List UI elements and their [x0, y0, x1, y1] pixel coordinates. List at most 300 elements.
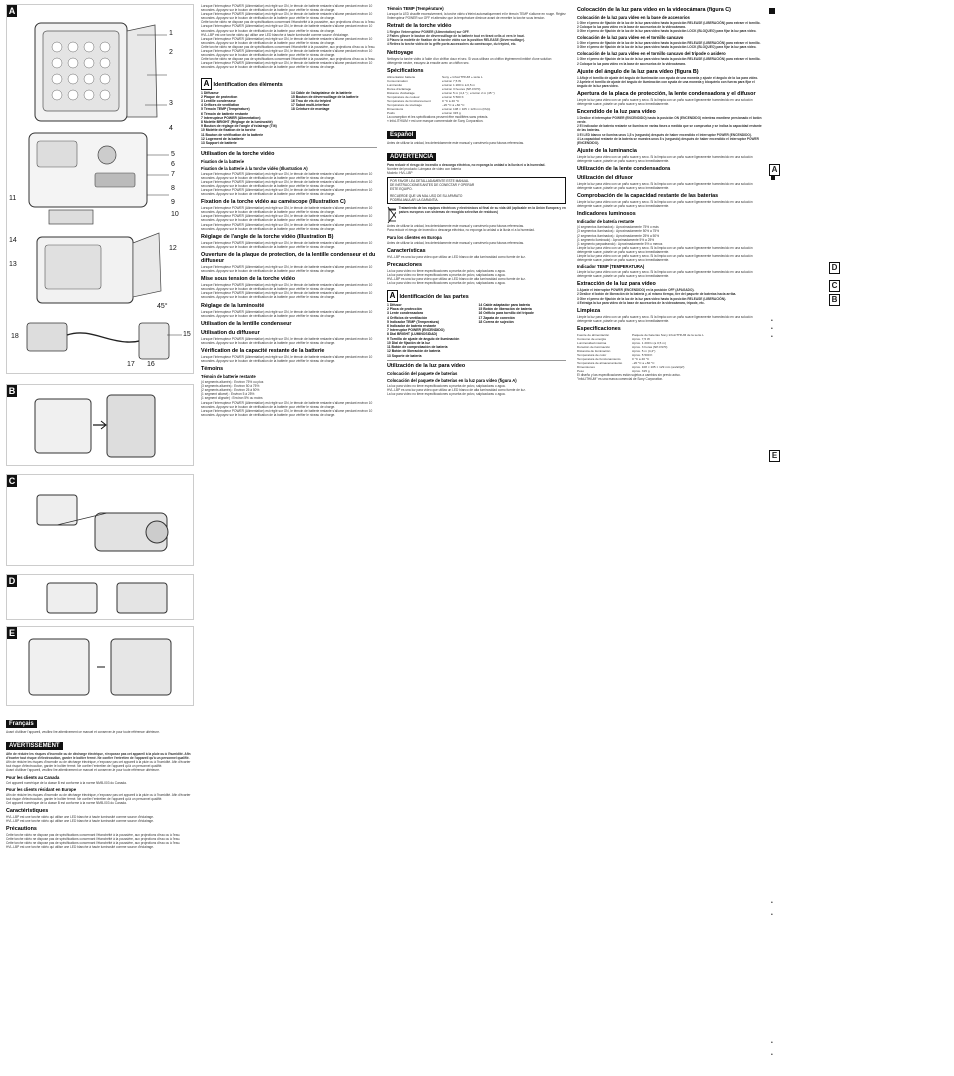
illustration-column	[0, 0, 196, 1076]
panel-letter-d: D	[8, 576, 16, 586]
es-spec-note: El diseño y las especificaciones están sujetos a cambios sin previo aviso.	[577, 372, 681, 377]
es-part: 18 Correa de sujeción	[478, 319, 514, 324]
fr-part: 14 Câble de l'adaptateur de la batterie	[291, 90, 352, 95]
fr-spec-table	[387, 75, 566, 115]
section-avertissement: AVERTISSEMENT	[6, 742, 63, 750]
es-prec-text-3: HVL-LBP es una luz para vídeo que utiliza un LED blanco de alta luminosidad como fuente de luz.	[387, 276, 526, 281]
es-angle-step: 2 Apriete el tornillo de ajuste del ángulo de iluminación con ayuda de una moneda y bloquéelo con fuerza para fijar el ángulo de la luz para vídeo.	[577, 79, 755, 88]
es-advert-text: Para reducir el riesgo de incendio o descarga eléctrica, no exponga la unidad a la lluvia ni a la humedad.	[387, 163, 546, 168]
spec-key: Dimensions	[387, 106, 404, 111]
spec-key: Peso	[577, 368, 585, 373]
es-batt-level: (1 segmento iluminado) : Aproximadamente 5% a 25%	[577, 237, 655, 242]
es-difusor-body: Limpie la luz para vídeo con un paño suave y seco. Si la limpia con un paño suave ligeramente humedecido en una solución detergente suave, pásele un paño suave y seco inmediatamente.	[577, 181, 753, 191]
warn-line: ESTE EQUIPO.	[390, 187, 413, 192]
es-part: 4 Orificios de ventilación	[387, 315, 428, 320]
fr-angle-title: Réglage de l'angle de la torche vidéo (Illustration B)	[201, 233, 334, 240]
callout-4: 4	[169, 125, 173, 132]
es-tripode-step: 2 Coloque la luz para vídeo en la base de accesorios de la videocámara.	[577, 61, 686, 66]
panel-ref-a: A	[201, 78, 212, 90]
fr-canada-title: Pour les clients au Canada	[6, 774, 60, 780]
callout-14: 14	[9, 237, 17, 244]
es-part: 7 Interruptor POWER (ENCENDIDO)	[387, 328, 445, 333]
spec-key: Luminosidad máxima	[577, 340, 607, 345]
es-part: 12 Botón de liberación de batería	[387, 349, 441, 354]
spec-value: 0 °C à 40 °C	[442, 98, 460, 103]
wheelie-bin-icon	[387, 206, 396, 224]
es-model: Modelo: HVL-LBP	[387, 171, 413, 176]
es-lum-title: Ajuste de la luminancia	[577, 147, 637, 154]
es-use-body: La luz para vídeo no tiene especificaciones a prueba de polvo, salpicaduras o agua.	[387, 384, 506, 389]
spec-value: –20 °C a +60 °C	[632, 360, 655, 365]
spec-key: Consommation	[387, 78, 408, 83]
fr-col2-text-8: Lorsque l'interrupteur POWER (Alimentation) est réglé sur ON, le témoin de batterie restante s'allume pendant environ 10 secondes. Appuyez sur le bouton de vérification de la batterie pour vérifier le niveau de charge.	[201, 49, 373, 58]
spec-value: environ 315 g	[442, 110, 461, 115]
fr-intro: Avant d'utiliser l'appareil, veuillez lire attentivement ce manuel et conserver-le pour toute référence ultérieure.	[6, 730, 160, 734]
fr-fix-batt: Fixation de la batterie	[201, 158, 245, 164]
fr-trademark: « InfoLITHIUM » est une marque commerciale de Sony Corporation.	[387, 118, 484, 123]
es-ident-title	[387, 290, 566, 302]
camcorder-attach-drawing	[7, 475, 193, 565]
es-temp-body: Limpie la luz para vídeo con un paño suave y seco. Si la limpia con un paño suave ligeramente humedecido en una solución detergente suave, pásele un paño suave y seco inmediatamente.	[577, 270, 753, 279]
panel-letter-e: E	[8, 628, 15, 638]
fr-col2-text-4: Lorsque l'interrupteur POWER (Alimentation) est réglé sur ON, le témoin de batterie restante s'allume pendant environ 10 secondes. Appuyez sur le bouton de vérification de la batterie pour vérifier le niveau de charge.	[201, 24, 373, 33]
es-extrac-step: 4 Extraiga la luz para vídeo de la base de accesorios de la videocámara, trípode, etc.	[577, 300, 705, 305]
bullet: •	[771, 1052, 773, 1058]
fr-part: 1 Diffuseur	[201, 90, 219, 95]
es-prec-text-2: La luz para vídeo no tiene especificaciones a prueba de polvo, salpicaduras o agua.	[387, 272, 506, 277]
es-tripode-step: 1 Gire el perno de fijación de la luz de la luz para vídeo hasta la posición RELEASE (LIBERACIÓN) para extraer el tornillo.	[577, 57, 761, 62]
fr-retrait-step: 2 Faites glisser le bouton de déverrouillage de la batterie tout en tirant celle-ci vers le haut.	[387, 34, 525, 39]
es-batt-level: (2 segmentos iluminados) : Aproximadamente 25% a 50%	[577, 233, 660, 238]
mixed-text-column	[383, 0, 568, 1076]
es-tornillo-step: 1 Gire el perno de fijación de la luz de la luz para vídeo hasta la posición RELEASE (LIBERACIÓN) para extraer el tornillo.	[577, 41, 761, 46]
es-part: 10 Dial de fijación de la luz	[387, 340, 430, 345]
bullet: •	[771, 318, 773, 324]
bullet: •	[771, 912, 773, 918]
callout-6: 6	[171, 161, 175, 168]
fr-precautions-title: Précautions	[6, 826, 37, 833]
es-batt-level: (4 segmentos iluminados) : Aproximadamente 75% o más	[577, 225, 659, 230]
illustration-panel-a	[6, 4, 194, 374]
spec-value: –20 °C à +60 °C	[442, 102, 465, 107]
fr-use-body-2: Lorsque l'interrupteur POWER (Alimentation) est réglé sur ON, le témoin de batterie restante s'allume pendant environ 10 secondes. Appuyez sur le bouton de vérification de la batterie pour vérifier le niveau de charge.	[201, 179, 373, 188]
panel-letter-b: B	[8, 386, 16, 396]
fr-batt-level: (1 segment clignote) : Environ 5% ou moins	[201, 396, 263, 401]
callout-10: 10	[171, 211, 179, 218]
fr-retrait-step: 3 Placez la molette de fixation de la torche vidéo sur la position RELEASE (Déverrouillage).	[387, 38, 525, 43]
fr-use-title: Utilisation de la torche vidéo	[201, 150, 275, 157]
illustration-panel-e	[6, 626, 194, 706]
es-prec-title: Precauciones	[387, 261, 423, 268]
battery-attach-drawing	[7, 385, 193, 465]
bullet: •	[771, 1040, 773, 1046]
es-lum-body: Limpie la luz para vídeo con un paño suave y seco. Si la limpia con un paño suave ligeramente humedecido en una solución detergente suave, pásele un paño suave y seco inmediatamente.	[577, 154, 753, 163]
es-extrac-title: Extracción de la luz para vídeo	[577, 281, 656, 288]
callout-11: 11	[9, 195, 17, 202]
spec-value: environ 108 × 105 × 129 mm (l/h/p)	[442, 106, 491, 111]
fr-part: 17 Sabot multi-interface	[291, 103, 330, 108]
spec-key: Distance d'éclairage	[387, 90, 415, 95]
fr-fix-batt-text: Fixation de la batterie à la torche vidéo (Illustration A)	[201, 165, 308, 171]
spec-key: Fuente de alimentación	[577, 332, 610, 337]
es-part: 3 Lente condensadora	[387, 311, 423, 316]
es-parts-list	[387, 303, 566, 358]
es-angle-title: Ajuste del ángulo de la luz para vídeo (figura B)	[577, 68, 699, 75]
fr-part: 5 Témoin TEMP (Température)	[201, 107, 250, 112]
fr-batt-level: (1 segment allumé) : Environ 5 à 25%	[201, 392, 255, 397]
es-use-body-2: HVL-LBP es una luz para vídeo que utiliza un LED blanco de alta luminosidad como fuente de luz.	[387, 388, 526, 393]
fr-europe-text-2: Cet appareil numérique de la classe B est conforme à la norme NMB-003 du Canada.	[6, 800, 127, 805]
es-disposal	[387, 206, 566, 224]
callout-9: 9	[171, 199, 175, 206]
fr-fix-cam: Fixation de la torche vidéo au caméscope (Illustration C)	[201, 199, 346, 206]
es-part: 11 Botón de comprobación de batería	[387, 345, 448, 350]
warn-line: POR FAVOR LEA DETALLADAMENTE ESTE MANUAL	[390, 179, 469, 184]
es-encendido-step: 1 Deslice el interruptor POWER (ENCENDIDO) hasta la posición ON (ENCENDIDO) mientras mantiene presionado el botón verde.	[577, 116, 762, 125]
es-intro: Antes de utilizar la unidad, lea detenidamente este manual y consérvelo para futuras referencias.	[387, 140, 524, 145]
fr-cam-body-3: Lorsque l'interrupteur POWER (Alimentation) est réglé sur ON, le témoin de batterie restante s'allume pendant environ 10 secondes. Appuyez sur le bouton de vérification de la batterie pour vérifier le niveau de charge.	[201, 222, 373, 231]
es-batt-levels	[577, 225, 763, 245]
fr-angle-body: Lorsque l'interrupteur POWER (Alimentation) est réglé sur ON, le témoin de batterie restante s'allume pendant environ 10 secondes. Appuyez sur le bouton de vérification de la batterie pour vérifier le niveau de charge.	[201, 240, 373, 249]
es-part: 14 Cable adaptador para batería	[478, 303, 530, 308]
es-coloc-bat: Colocación del paquete de baterías	[387, 371, 458, 377]
fr-europe-text: Afin de réduire les risques d'incendie ou de décharge électrique, n'exposez pas cet appareil à la pluie ou à l'humidité. Afin d'écarter tout risque d'électrocution, garder le boîtier fermé. Ne confier l'entretien de l'appareil qu'à un personnel qualifié.	[6, 792, 191, 801]
es-europe-title: Para los clientes en Europa	[387, 234, 442, 240]
es-zapata-title: Colocación de la luz para vídeo en la base de accesorios	[577, 15, 690, 20]
fr-part: 15 Bouton de déverrouillage de la batterie	[291, 94, 359, 99]
fr-precautions-text: Cette torche vidéo ne dispose pas de spécifications concernant l'étanchéité à la poussière, aux projections d'eau ou à l'eau.	[6, 833, 181, 838]
fr-cam-body-1: Lorsque l'interrupteur POWER (Alimentation) est réglé sur ON, le témoin de batterie restante s'allume pendant environ 10 secondes. Appuyez sur le bouton de vérification de la batterie pour vérifier le niveau de charge.	[201, 206, 373, 215]
es-part: 15 Botón de liberación de batería	[478, 307, 532, 312]
fr-part: 18 Ceinture de montage	[291, 107, 330, 112]
fr-ident-title	[201, 78, 377, 90]
es-encendido-title: Encendido de la luz para vídeo	[577, 109, 656, 116]
callout-2: 2	[169, 49, 173, 56]
warn-line: PODRÍA ANULAR LA GARANTÍA.	[390, 198, 439, 203]
fr-part: 6 Témoin de batterie restante	[201, 111, 249, 116]
es-extrac-step: 3 Gire el perno de fijación de la luz de la luz para vídeo hasta la posición RELEASE (LIBERACIÓN).	[577, 296, 727, 301]
es-zapata-step: 2 Coloque la luz para vídeo en la base de accesorios de la videocámara.	[577, 25, 686, 30]
callout-13: 13	[9, 261, 17, 268]
es-part: 17 Zapata de conexión	[478, 315, 515, 320]
fr-temoin-body: Lorsque l'interrupteur POWER (Alimentation) est réglé sur ON, le témoin de batterie restante s'allume pendant environ 10 secondes. Appuyez sur le bouton de vérification de la batterie pour vérifier le niveau de charge.	[201, 400, 373, 409]
fr-retrait-step: 1 Réglez l'interrupteur POWER (Alimentation) sur OFF.	[387, 30, 470, 35]
fr-check-title: Vérification de la capacité restante de la batterie	[201, 347, 325, 354]
spec-value: 0 °C a 40 °C	[632, 356, 650, 361]
panel-letter-a: A	[8, 6, 16, 16]
callout-3: 3	[169, 100, 173, 107]
fr-part: 9 Bouton de réglage de l'angle d'éclairage (Tilt)	[201, 124, 277, 129]
spec-key: Distancia de iluminación	[577, 348, 611, 353]
section-advertencia: ADVERTENCIA	[387, 153, 436, 161]
callout-12: 12	[169, 245, 177, 252]
fr-carac-title: Caractéristiques	[6, 807, 49, 814]
panel-ref-b: B	[829, 294, 840, 306]
fr-part: 13 Support de batterie	[201, 140, 237, 145]
fr-power-body: Lorsque l'interrupteur POWER (Alimentation) est réglé sur ON, le témoin de batterie restante s'allume pendant environ 10 secondes. Appuyez sur le bouton de vérification de la batterie pour vérifier le niveau de charge.	[201, 283, 373, 292]
panel-ref-a: A	[769, 164, 780, 176]
es-parts-left	[387, 303, 475, 358]
fr-diff-body: Lorsque l'interrupteur POWER (Alimentation) est réglé sur ON, le témoin de batterie restante s'allume pendant environ 10 secondes. Appuyez sur le bouton de vérification de la batterie pour vérifier le niveau de charge.	[201, 336, 373, 345]
es-comprob-title: Comprobación de la capacidad restante de las baterías	[577, 193, 719, 200]
fr-parts-list	[201, 91, 377, 146]
es-disposal-text: Tratamiento de los equipos eléctricos y electrónicos al final de su vida útil (aplicable en la Unión Europea y en países europeos con sistemas de recogida selectiva de residuos)	[398, 206, 566, 215]
fr-open-body: Lorsque l'interrupteur POWER (Alimentation) est réglé sur ON, le témoin de batterie restante s'allume pendant environ 10 secondes. Appuyez sur le bouton de vérification de la batterie pour vérifier le niveau de charge.	[201, 264, 373, 274]
spec-value: environ 7,5 W	[442, 78, 462, 83]
fr-col2-text-10: Lorsque l'interrupteur POWER (Alimentation) est réglé sur ON, le témoin de batterie restante s'allume pendant environ 10 secondes. Appuyez sur le bouton de vérification de la batterie pour vérifier le niveau de charge.	[201, 61, 373, 70]
es-part: 16 Orificio para tornillo del trípode	[478, 311, 534, 316]
es-warning-box	[387, 177, 566, 204]
spanish-text-column	[573, 0, 765, 1076]
warn-line: RECUERDE QUE UN MAL USO DE SU APARATO	[390, 194, 463, 199]
fr-parts-right	[291, 91, 377, 146]
callout-17: 17	[127, 361, 135, 368]
es-part: 2 Placa de protección	[387, 307, 422, 312]
es-tripode-title: Colocación de la luz para vídeo en el tornillo cancavo del trípode o asidero	[577, 51, 726, 57]
illustration-panel-c	[6, 474, 194, 566]
bullet: •	[771, 900, 773, 906]
es-indic-batt: Indicador de batería restante	[577, 219, 635, 225]
fr-cond-title: Utilisation de la lentille condenseur	[201, 320, 292, 327]
fr-col2-text-9: Cette torche vidéo ne dispose pas de spécifications concernant l'étanchéité à la poussière, aux projections d'eau ou à l'eau.	[201, 57, 376, 62]
fr-carac-text: HVL-LBP est une torche vidéo qui utilise une LED blanche à haute luminosité comme source d'éclairage.	[6, 814, 154, 819]
es-indic-body-2: Limpie la luz para vídeo con un paño suave y seco. Si la limpia con un paño suave ligeramente humedecido en una solución detergente suave, pásele un paño suave y seco inmediatamente.	[577, 254, 753, 263]
es-part: 9 Tornillo de ajuste de ángulo de iluminación	[387, 336, 460, 341]
warn-line: DE INSTRUCCIONES ANTES DE CONECTAR Y OPERAR	[390, 183, 475, 188]
callout-1: 1	[169, 30, 173, 37]
fr-nettoyage-text: Nettoyez la torche vidéo à l'aide d'un chiffon doux et sec. Si vous utilisez un chiffon légèrement imbibé d'une solution détergente neutre, essuyez-la ensuite avec un chiffon sec.	[387, 56, 552, 65]
spec-value: environ 1 200 lx à 0,5 m	[442, 82, 476, 87]
es-difusor-title: Utilización del difusor	[577, 174, 634, 181]
angle-adjust-drawing	[7, 575, 193, 619]
spec-value: environ 5 m (4,4 °) ; environ 2 m (45 °)	[442, 90, 495, 95]
spec-key: Temperatura de almacenamiento	[577, 360, 623, 365]
callout-15: 15	[183, 331, 191, 338]
spec-value: Sony « InfoLITHIUM » série L	[442, 74, 483, 79]
spec-key: Alimentation batterie	[387, 74, 416, 79]
spec-key: Température de fonctionnement	[387, 98, 431, 103]
es-use-body-3: La luz para vídeo no tiene especificaciones a prueba de polvo, salpicaduras o agua.	[387, 392, 506, 397]
fr-col2-text-3: Cette torche vidéo ne dispose pas de spécifications concernant l'étanchéité à la poussière, aux projections d'eau ou à l'eau.	[201, 20, 376, 25]
es-tornillo-title: Colocación de la luz para vídeo en el tornillo cancavo	[577, 35, 684, 41]
es-carac-text: HVL-LBP es una luz para vídeo que utiliza un LED blanco de alta luminosidad como fuente de luz.	[387, 254, 526, 259]
es-encendido-step: 3 El LED blanco se ilumina unos 1,5 s (segundo) después de haber encendido el interruptor POWER (ENCENDIDO).	[577, 132, 752, 137]
bullet: •	[771, 326, 773, 332]
fr-retrait-title: Retrait de la torche vidéo	[387, 23, 452, 30]
fr-check-body: Lorsque l'interrupteur POWER (Alimentation) est réglé sur ON, le témoin de batterie restante s'allume pendant environ 10 secondes. Appuyez sur le bouton de vérification de la batterie pour vérifier le niveau de charge.	[201, 354, 373, 363]
fr-part: 16 Trou de vis du trépied	[291, 98, 331, 103]
es-europe-body: Antes de utilizar la unidad, lea detenidamente este manual y consérvelo para futuras referencias.	[387, 240, 524, 245]
fr-precautions-text-2: Cette torche vidéo ne dispose pas de spécifications concernant l'étanchéité à la poussière, aux projections d'eau ou à l'eau.	[6, 837, 181, 842]
es-limp-title: Limpieza	[577, 307, 601, 314]
spec-key: Durée d'éclairage	[387, 86, 412, 91]
fr-temoin-batt: Témoin de batterie restante	[201, 374, 256, 380]
es-use-title: Utilización de la luz para vídeo	[387, 363, 466, 370]
fr-warning-text: Afin de réduire les risques d'incendie ou de décharge électrique, n'exposez pas cet appareil à la pluie ou à l'humidité. Afin d'écarter tout risque d'électrocution, garder le boîtier fermé. Ne confier l'entretien de l'appareil qu'à un personnel qualifié.	[6, 752, 191, 761]
spec-key: Consumo de energía	[577, 336, 606, 341]
es-tornillo-step: 3 Gire el perno de fijación de la luz de la luz para vídeo hasta la posición LOCK (BLOQUEO) para fijar la luz para vídeo.	[577, 45, 757, 50]
es-comprob-body: Limpie la luz para vídeo con un paño suave y seco. Si la limpia con un paño suave ligeramente humedecido en una solución detergente suave, pásele un paño suave y seco inmediatamente.	[577, 200, 753, 209]
panel-ref-e: E	[769, 450, 780, 462]
fr-col2-text-1: Lorsque l'interrupteur POWER (Alimentation) est réglé sur ON, le témoin de batterie restante s'allume pendant environ 10 secondes. Appuyez sur le bouton de vérification de la batterie pour vérifier le niveau de charge.	[201, 4, 373, 13]
es-parts-right	[479, 303, 567, 358]
es-zapata-step: 3 Gire el perno de fijación de la luz de la luz para vídeo hasta la posición LOCK (BLOQUEO) para fijar la luz para vídeo.	[577, 29, 757, 34]
es-part: 8 Dial BRIGHT (LUMINOSIDAD)	[387, 332, 438, 337]
fr-open-title: Ouverture de la plaque de protection, de la lentille condenseur et du diffuseur	[201, 251, 376, 264]
spec-value: Aprox. 1 200 lx (a 0,5 m)	[632, 340, 666, 345]
spec-key: Température de couleur	[387, 94, 420, 99]
fr-precautions-text-4: HVL-LBP est une torche vidéo qui utilise une LED blanche à haute luminosité comme source d'éclairage.	[6, 845, 154, 850]
section-espanol: Español	[387, 131, 416, 139]
es-lente-title: Utilización de la lente condensadora	[577, 165, 671, 172]
callout-8: 8	[171, 185, 175, 192]
fr-nettoyage-title: Nettoyage	[387, 49, 414, 56]
fr-europe-title: Pour les clients résidant en Europe	[6, 786, 77, 792]
fr-part: 4 Orifices de ventilation	[201, 103, 240, 108]
fr-temp-text: Lorsque la LED chauffe excessivement, la torche vidéo s'éteint automatiquement et le témoin TEMP s'allume en rouge. Réglez l'interrupteur POWER sur OFF et attendez que la température diminue avant de remettre la torche sous tension.	[387, 12, 566, 21]
es-indic-title: Indicadores luminosos	[577, 211, 636, 218]
divider	[387, 360, 566, 361]
spec-value: Aprox. 315 g	[632, 368, 650, 373]
es-encendido-step: 4 La capacidad restante de la batería se muestra unos 8 s (segundo) después de haber encendido el interruptor POWER (ENCENDIDO).	[577, 136, 759, 145]
fr-warning-cont: Afin de réduire les risques d'incendie ou de décharge électrique, n'exposez pas cet appareil à la pluie ou à l'humidité. Afin d'écarter tout risque d'électrocution, garder le boîtier fermé. Ne confier l'entretien de l'appareil qu'à un personnel qualifié.	[6, 760, 191, 769]
es-part: 5 Indicador TEMP (Temperatura)	[387, 319, 439, 324]
fr-part: 7 Interrupteur POWER (Alimentation)	[201, 115, 261, 120]
fr-part: 3 Lentille condenseur	[201, 98, 236, 103]
fr-canada-text: Cet appareil numérique de la classe B est conforme à la norme NMB-003 du Canada.	[6, 780, 127, 785]
fr-warning-cont-2: Avant d'utiliser l'appareil, veuillez lire attentivement ce manuel et conserver-le pour toute référence ultérieure.	[6, 768, 160, 773]
fr-parts-left	[201, 91, 287, 146]
illustration-panel-b	[6, 384, 194, 466]
es-zapata-step: 1 Gire el perno de fijación de la luz de la luz para vídeo hasta la posición RELEASE (LIBERACIÓN) para extraer el tornillo.	[577, 21, 761, 25]
es-part: 1 Difusor	[387, 303, 402, 308]
fr-temp-title: Témoin TEMP (Température)	[387, 6, 444, 11]
callout-7: 7	[171, 171, 175, 178]
spec-value: environ 5 500 K	[442, 94, 464, 99]
fr-power-body-2: Lorsque l'interrupteur POWER (Alimentation) est réglé sur ON, le témoin de batterie restante s'allume pendant environ 10 secondes. Appuyez sur le bouton de vérification de la batterie pour vérifier le niveau de charge.	[201, 291, 373, 300]
spec-value: Aprox. 3 horas (NP-F970)	[632, 344, 668, 349]
fr-retrait-step: 4 Retirez la torche vidéo de la griffe porte-accessoires du caméscope, du trépied, etc.	[387, 42, 517, 47]
fr-use-body-3: Lorsque l'interrupteur POWER (Alimentation) est réglé sur ON, le témoin de batterie restante s'allume pendant environ 10 secondes. Appuyez sur le bouton de vérification de la batterie pour vérifier le niveau de charge.	[201, 188, 373, 197]
fr-temoin-body-2: Lorsque l'interrupteur POWER (Alimentation) est réglé sur ON, le témoin de batterie restante s'allume pendant environ 10 secondes. Appuyez sur le bouton de vérification de la batterie pour vérifier le niveau de charge.	[201, 408, 373, 417]
angle-mark: 45°	[157, 303, 168, 310]
french-text-column	[197, 0, 379, 1076]
es-apertura-body: Limpie la luz para vídeo con un paño suave y seco. Si la limpia con un paño suave ligeramente humedecido en una solución detergente suave, pásele un paño suave y seco inmediatamente.	[577, 97, 753, 107]
spec-key: Poids	[387, 110, 395, 115]
es-coloc-bat-text: Colocación del paquete de baterías en la luz para vídeo (figura A)	[387, 378, 517, 384]
es-part: 6 Indicador de batería restante	[387, 324, 437, 329]
es-prec-text: La luz para vídeo no tiene especificaciones a prueba de polvo, salpicaduras o agua.	[387, 268, 506, 273]
spec-key: Temperatura de funcionamiento	[577, 356, 621, 361]
es-angle-step: 1 Afloje el tornillo de ajuste del ángulo de iluminación con ayuda de una moneda y ajuste el ángulo de la luz para vídeo.	[577, 75, 759, 80]
es-part: 13 Soporte de batería	[387, 353, 422, 358]
es-carac-title: Características	[387, 247, 426, 254]
divider	[201, 147, 377, 148]
spec-value: Aprox. 5 m (4,4°)	[632, 348, 656, 353]
es-batt-level: (1 segmento parpadeando) : Aproximadamente 5% o menos	[577, 241, 663, 246]
fr-part: 12 Logement de la batterie	[201, 136, 244, 141]
spec-key: Luminosité	[387, 82, 402, 87]
fr-col2-text-7: Cette torche vidéo ne dispose pas de spécifications concernant l'étanchéité à la poussière, aux projections d'eau ou à l'eau.	[201, 44, 376, 49]
es-model-title: Nombre del producto: Lámpara de video con batería	[387, 167, 461, 172]
panel-ref-d: D	[829, 262, 840, 274]
bullet: •	[771, 334, 773, 340]
fr-ident-title-text: Identification des éléments	[213, 81, 283, 88]
section-francais: Français	[6, 720, 37, 728]
video-light-drawing-a	[7, 5, 193, 373]
es-spec-title: Especificaciones	[577, 325, 621, 332]
fr-batt-level: (4 segments allumés) : Environ 75% ou plus	[201, 380, 264, 385]
callout-16: 16	[147, 361, 155, 368]
es-extrac-step: 2 Deslice el botón de liberación de la batería y, al mismo tiempo, tire del paquete de baterías hacia arriba.	[577, 292, 737, 297]
header-band	[769, 8, 775, 14]
es-indic-body: Limpie la luz para vídeo con un paño suave y seco. Si la limpia con un paño suave ligeramente humedecido en una solución detergente suave, pásele un paño suave y seco inmediatamente.	[577, 245, 753, 254]
es-ident-title-text: Identificación de las partes	[399, 294, 469, 301]
es-limp-text: Limpie la luz para vídeo con un paño suave y seco. Si la limpia con un paño suave ligeramente humedecido en una solución detergente suave, pásele un paño suave y seco inmediatamente.	[577, 314, 753, 323]
fr-use-body-1: Lorsque l'interrupteur POWER (Alimentation) est réglé sur ON, le témoin de batterie restante s'allume pendant environ 10 secondes. Appuyez sur le bouton de vérification de la batterie pour vérifier le niveau de charge.	[201, 171, 373, 180]
fr-col2-text-2: Lorsque l'interrupteur POWER (Alimentation) est réglé sur ON, le témoin de batterie restante s'allume pendant environ 10 secondes. Appuyez sur le bouton de vérification de la batterie pour vérifier le niveau de charge.	[201, 12, 373, 21]
fr-lum-body: Lorsque l'interrupteur POWER (Alimentation) est réglé sur ON, le témoin de batterie restante s'allume pendant environ 10 secondes. Appuyez sur le bouton de vérification de la batterie pour vérifier le niveau de charge.	[201, 309, 373, 318]
diffuser-drawing	[7, 627, 193, 705]
fr-diff-title: Utilisation du diffuseur	[201, 329, 260, 336]
fr-part: 8 Molette BRIGHT (Réglage de la luminosité)	[201, 119, 273, 124]
fr-power-title: Mise sous tension de la torche vidéo	[201, 276, 296, 283]
callout-18: 18	[11, 333, 19, 340]
es-batt-level: (3 segmentos iluminados) : Aproximadamente 50% a 75%	[577, 229, 660, 234]
illustration-panel-d	[6, 574, 194, 620]
fr-part: 10 Molette de fixation de la torche	[201, 128, 256, 133]
fr-part: 11 Bouton de vérification de la batterie	[201, 132, 264, 137]
es-disposal-body: Antes de utilizar la unidad, lea detenidamente este manual y consérvelo para futuras referencias.	[387, 224, 524, 229]
callout-5: 5	[171, 151, 175, 158]
fr-batt-level: (2 segments allumés) : Environ 25 à 50%	[201, 388, 260, 393]
fr-spec-note: La conception et les spécifications peuvent être modifiées sans préavis.	[387, 114, 489, 119]
spec-value: Paquete de baterías Sony InfoLITHIUM de la serie L	[632, 332, 704, 337]
es-disposal-body-2: Para reducir el riesgo de incendio o descarga eléctrica, no exponga la unidad a la lluvia ni a la humedad.	[387, 228, 535, 233]
spec-value: Aprox. 5 500 K	[632, 352, 653, 357]
spec-value: Aprox. 7,5 W	[632, 336, 650, 341]
fr-temoin-title: Témoins	[201, 366, 224, 373]
fr-part: 2 Plaque de protection	[201, 94, 238, 99]
panel-ref-c: C	[829, 280, 840, 292]
spec-key: Température de stockage	[387, 102, 422, 107]
fr-spec-title: Spécifications	[387, 67, 424, 74]
es-encendido-step: 2 El indicador de batería restante se ilumina en varias fases a medida que se comprueba y se indica la capacidad restante de las baterías.	[577, 124, 762, 133]
spec-key: Dimensiones	[577, 364, 595, 369]
spec-key: Duración de iluminación	[577, 344, 611, 349]
fr-batt-levels	[201, 380, 377, 400]
spec-key: Temperatura de color	[577, 352, 607, 357]
panel-letter-c: C	[8, 476, 16, 486]
fr-col2-text-5: HVL-LBP est une torche vidéo qui utilise une LED blanche à haute luminosité comme source d'éclairage.	[201, 32, 349, 37]
es-cam-title: Colocación de la luz para vídeo en la videocámara (figura C)	[577, 7, 731, 13]
es-apertura-title: Apertura de la placa de protección, la lente condensadora y el difusor	[577, 90, 756, 97]
fr-col2-text-6: Lorsque l'interrupteur POWER (Alimentation) est réglé sur ON, le témoin de batterie restante s'allume pendant environ 10 secondes. Appuyez sur le bouton de vérification de la batterie pour vérifier le niveau de charge.	[201, 36, 373, 45]
es-temp-title: Indicador TEMP (TEMPERATURA)	[577, 264, 645, 270]
es-extrac-step: 1 Ajuste el interruptor POWER (ENCENDIDO) en la posición OFF (APAGADO).	[577, 288, 695, 293]
spec-value: environ 3 heures (NP-F970)	[442, 86, 481, 91]
fr-carac-text-2: HVL-LBP est une torche vidéo qui utilise une LED blanche à haute luminosité comme source d'éclairage.	[6, 819, 154, 824]
es-prec-text-4: La luz para vídeo no tiene especificaciones a prueba de polvo, salpicaduras o agua.	[387, 280, 506, 285]
es-spec-table	[577, 333, 763, 373]
fr-cam-body-2: Lorsque l'interrupteur POWER (Alimentation) est réglé sur ON, le témoin de batterie restante s'allume pendant environ 10 secondes. Appuyez sur le bouton de vérification de la batterie pour vérifier le niveau de charge.	[201, 214, 373, 223]
panel-ref-a: A	[387, 290, 398, 302]
fr-batt-level: (3 segments allumés) : Environ 50 à 75%	[201, 384, 260, 389]
es-trademark: "InfoLITHIUM" es una marca comercial de Sony Corporation.	[577, 377, 664, 382]
blank-panel-column	[769, 0, 954, 1076]
fr-precautions-text-3: Cette torche vidéo ne dispose pas de spécifications concernant l'étanchéité à la poussière, aux projections d'eau ou à l'eau.	[6, 841, 181, 846]
spec-value: Aprox. 108 × 105 × 129 mm (an/al/prf)	[632, 364, 685, 369]
